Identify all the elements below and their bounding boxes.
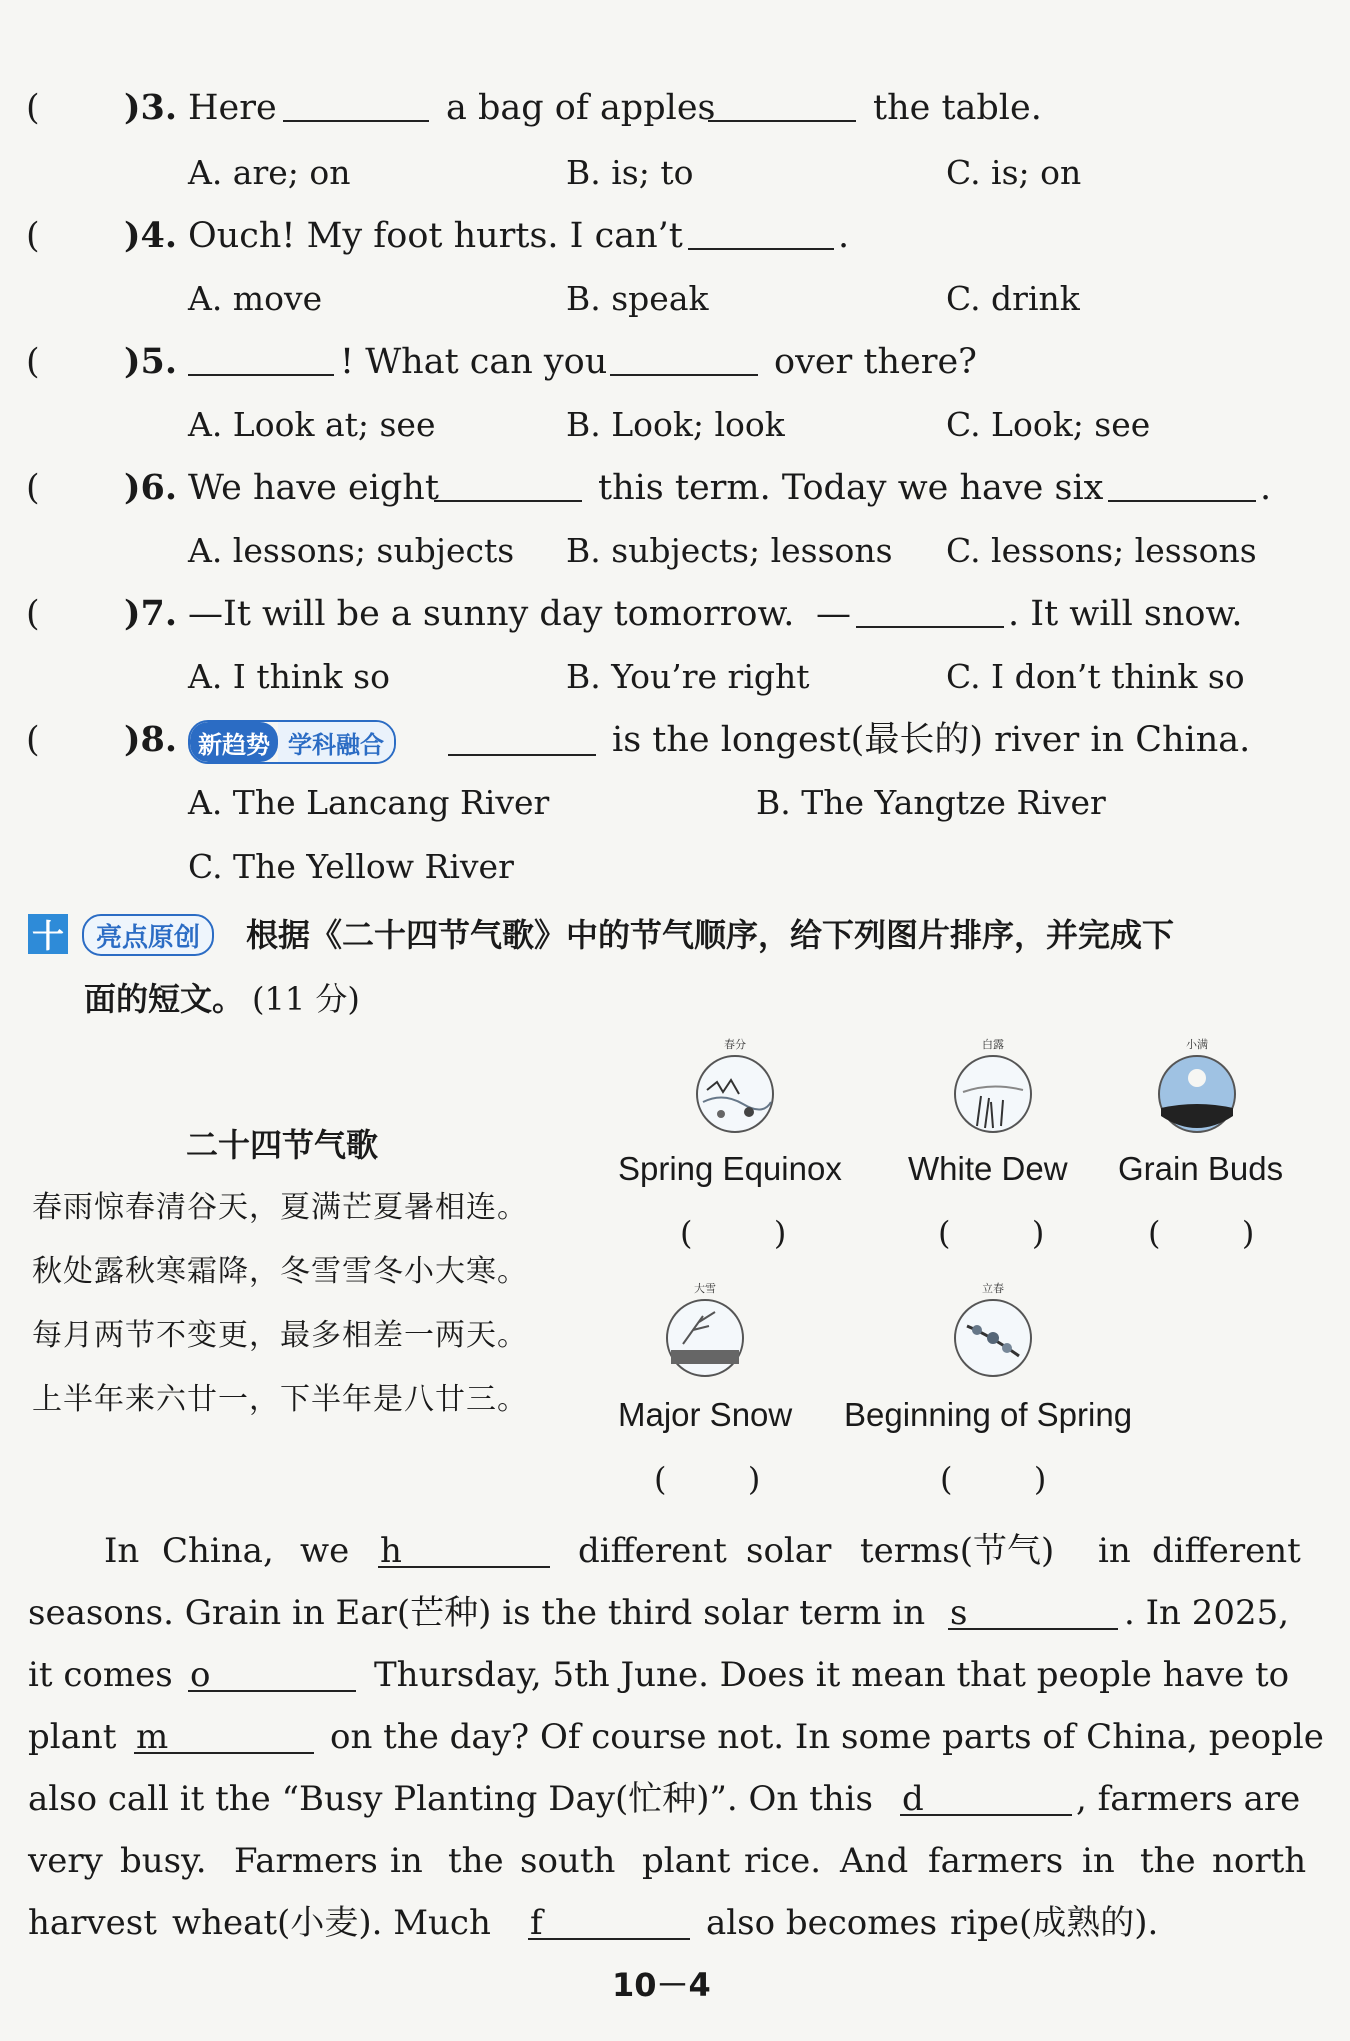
passage-word: in bbox=[1098, 1531, 1131, 1571]
answer-blank[interactable] bbox=[708, 86, 856, 122]
option-a[interactable]: A. move bbox=[188, 279, 323, 318]
answer-paren: ( bbox=[26, 594, 40, 634]
option-a[interactable]: A. lessons; subjects bbox=[188, 531, 515, 570]
term-grain-buds bbox=[1152, 1036, 1242, 1140]
question-number: )4. bbox=[124, 215, 178, 256]
question-text: —It will be a sunny day tomorrow. bbox=[188, 594, 795, 634]
option-c[interactable]: C. Look; see bbox=[946, 405, 1151, 444]
option-a[interactable]: A. I think so bbox=[188, 657, 390, 696]
beginning-of-spring-icon bbox=[951, 1296, 1035, 1380]
answer-paren: ( bbox=[26, 216, 40, 256]
blank-hint-letter: o bbox=[190, 1655, 211, 1695]
fill-blank[interactable] bbox=[900, 1778, 1072, 1816]
section-score: (11 分) bbox=[252, 980, 360, 1018]
answer-paren: ( bbox=[26, 720, 40, 760]
passage-word: north bbox=[1212, 1841, 1307, 1881]
order-answer-box[interactable]: ( ) bbox=[938, 1214, 1045, 1252]
answer-blank[interactable] bbox=[688, 214, 834, 250]
passage-text: Thursday, 5th June. Does it mean that people have to bbox=[374, 1655, 1290, 1695]
passage-word: In bbox=[104, 1531, 140, 1571]
passage-word: very bbox=[28, 1841, 103, 1881]
answer-paren: ( bbox=[26, 88, 40, 128]
major-snow-icon bbox=[663, 1296, 747, 1380]
question-number: )3. bbox=[124, 87, 178, 128]
answer-blank[interactable] bbox=[610, 340, 758, 376]
blank-hint-letter: f bbox=[530, 1903, 543, 1943]
term-en-label: Major Snow bbox=[618, 1396, 793, 1433]
term-en-label: White Dew bbox=[908, 1150, 1068, 1187]
passage-word: Farmers bbox=[234, 1841, 378, 1881]
white-dew-icon bbox=[951, 1052, 1035, 1136]
passage-word: busy. bbox=[120, 1841, 207, 1881]
option-c[interactable]: C. drink bbox=[946, 279, 1080, 318]
question-text: is the longest(最长的) river in China. bbox=[612, 720, 1251, 760]
option-a[interactable]: A. are; on bbox=[188, 153, 351, 192]
passage-word: China, bbox=[162, 1531, 274, 1571]
answer-paren: ( bbox=[26, 468, 40, 508]
option-c[interactable]: C. I don’t think so bbox=[946, 657, 1245, 696]
question-number: )7. bbox=[124, 593, 178, 634]
original-badge: 亮点原创 bbox=[82, 914, 214, 956]
passage-word: farmers bbox=[928, 1841, 1064, 1881]
passage-text: wheat(小麦). Much bbox=[172, 1903, 491, 1943]
blank-hint-letter: m bbox=[136, 1717, 169, 1757]
question-number: )5. bbox=[124, 341, 178, 382]
page-number: 10－4 bbox=[612, 1966, 711, 2004]
question-text: Ouch! My foot hurts. I can’t bbox=[188, 216, 683, 256]
passage-word: solar bbox=[746, 1531, 832, 1571]
term-cn-label: 春分 bbox=[724, 1038, 746, 1051]
option-a[interactable]: A. The Lancang River bbox=[188, 783, 550, 822]
blank-hint-letter: s bbox=[950, 1593, 968, 1633]
term-beginning-of-spring bbox=[948, 1280, 1038, 1384]
term-major-snow bbox=[660, 1280, 750, 1384]
passage-word: in bbox=[390, 1841, 423, 1881]
passage-text: , farmers are bbox=[1076, 1779, 1301, 1819]
answer-blank[interactable] bbox=[283, 86, 429, 122]
question-number: )6. bbox=[124, 467, 178, 508]
term-cn-label: 立春 bbox=[982, 1282, 1004, 1295]
passage-word: rice. bbox=[744, 1841, 822, 1881]
question-text: We have eight bbox=[188, 468, 439, 508]
order-answer-box[interactable]: ( ) bbox=[1148, 1214, 1255, 1252]
question-text: Here bbox=[188, 88, 277, 128]
option-a[interactable]: A. Look at; see bbox=[188, 405, 436, 444]
passage-word: the bbox=[1140, 1841, 1196, 1881]
term-cn-label: 小满 bbox=[1186, 1038, 1208, 1051]
question-text: — bbox=[816, 594, 851, 634]
passage-word: different bbox=[1152, 1531, 1301, 1571]
section-instruction: 根据《二十四节气歌》中的节气顺序，给下列图片排序，并完成下 bbox=[246, 916, 1175, 954]
poem-title: 二十四节气歌 bbox=[186, 1126, 379, 1164]
passage-text: also call it the “Busy Planting Day(忙种)”. On this bbox=[28, 1779, 873, 1819]
passage-text: ripe(成熟的). bbox=[950, 1903, 1159, 1943]
question-text: . bbox=[1260, 468, 1272, 508]
question-text: ! What can you bbox=[340, 342, 608, 382]
option-c[interactable]: C. The Yellow River bbox=[188, 847, 514, 886]
passage-word: south bbox=[520, 1841, 616, 1881]
order-answer-box[interactable]: ( ) bbox=[654, 1460, 761, 1498]
option-b[interactable]: B. Look; look bbox=[566, 405, 785, 444]
option-b[interactable]: B. speak bbox=[566, 279, 709, 318]
term-en-label: Grain Buds bbox=[1118, 1150, 1284, 1187]
section-instruction-cont: 面的短文。 bbox=[84, 980, 245, 1018]
term-en-label: Spring Equinox bbox=[618, 1150, 842, 1187]
passage-text: it comes bbox=[28, 1655, 173, 1695]
passage-word: terms(节气) bbox=[860, 1531, 1055, 1571]
term-en-label: Beginning of Spring bbox=[844, 1396, 1133, 1433]
order-answer-box[interactable]: ( ) bbox=[940, 1460, 1047, 1498]
passage-text: also becomes bbox=[706, 1903, 938, 1943]
answer-blank[interactable] bbox=[1108, 466, 1256, 502]
passage-word: we bbox=[300, 1531, 350, 1571]
passage-word: harvest bbox=[28, 1903, 157, 1943]
blank-hint-letter: d bbox=[902, 1779, 924, 1819]
question-text: . It will snow. bbox=[1008, 594, 1243, 634]
question-text: . bbox=[838, 216, 850, 256]
fill-blank[interactable] bbox=[948, 1592, 1118, 1630]
trend-badge bbox=[188, 720, 396, 764]
term-white-dew bbox=[948, 1036, 1038, 1140]
answer-paren: ( bbox=[26, 342, 40, 382]
fill-blank[interactable] bbox=[188, 1654, 356, 1692]
option-b[interactable]: B. You’re right bbox=[566, 657, 810, 696]
poem-line: 春雨惊春清谷天，夏满芒夏暑相连。 bbox=[32, 1190, 528, 1225]
passage-text: . In 2025, bbox=[1124, 1593, 1290, 1633]
fill-blank[interactable] bbox=[378, 1530, 550, 1568]
question-text: a bag of apples bbox=[446, 88, 716, 128]
option-b[interactable]: B. subjects; lessons bbox=[566, 531, 893, 570]
fill-blank[interactable] bbox=[528, 1902, 690, 1940]
term-cn-label: 大雪 bbox=[694, 1282, 716, 1295]
question-text: this term. Today we have six bbox=[598, 468, 1104, 508]
blank-hint-letter: h bbox=[380, 1531, 402, 1571]
option-b[interactable]: B. The Yangtze River bbox=[756, 783, 1106, 822]
passage-word: in bbox=[1082, 1841, 1115, 1881]
passage-text: plant bbox=[28, 1717, 117, 1757]
answer-blank[interactable] bbox=[188, 340, 334, 376]
option-b[interactable]: B. is; to bbox=[566, 153, 694, 192]
subject-badge-label: 学科融合 bbox=[278, 722, 394, 762]
fill-blank[interactable] bbox=[134, 1716, 314, 1754]
term-spring-equinox bbox=[690, 1036, 780, 1140]
spring-equinox-icon bbox=[693, 1052, 777, 1136]
answer-blank[interactable] bbox=[434, 466, 582, 502]
question-number: )8. bbox=[124, 719, 178, 760]
answer-blank[interactable] bbox=[448, 720, 596, 756]
poem-line: 秋处露秋寒霜降，冬雪雪冬小大寒。 bbox=[32, 1254, 528, 1289]
poem-line: 每月两节不变更，最多相差一两天。 bbox=[32, 1318, 528, 1353]
passage-word: And bbox=[840, 1841, 909, 1881]
option-c[interactable]: C. lessons; lessons bbox=[946, 531, 1257, 570]
question-text: the table. bbox=[873, 88, 1042, 128]
passage-word: the bbox=[448, 1841, 504, 1881]
poem-line: 上半年来六廿一，下半年是八廿三。 bbox=[32, 1382, 528, 1417]
passage-word: plant bbox=[642, 1841, 731, 1881]
passage-word: different bbox=[578, 1531, 727, 1571]
passage-text: on the day? Of course not. In some parts of China, people bbox=[330, 1717, 1324, 1757]
term-cn-label: 白露 bbox=[982, 1038, 1004, 1051]
grain-buds-icon bbox=[1155, 1052, 1239, 1136]
answer-blank[interactable] bbox=[856, 592, 1004, 628]
order-answer-box[interactable]: ( ) bbox=[680, 1214, 787, 1252]
option-c[interactable]: C. is; on bbox=[946, 153, 1082, 192]
poem-body bbox=[32, 1176, 528, 1432]
passage-text: seasons. Grain in Ear(芒种) is the third solar term in bbox=[28, 1593, 926, 1633]
section-number: 十 bbox=[28, 914, 68, 954]
question-text: over there? bbox=[774, 342, 977, 382]
trend-badge-label: 新趋势 bbox=[190, 722, 278, 762]
